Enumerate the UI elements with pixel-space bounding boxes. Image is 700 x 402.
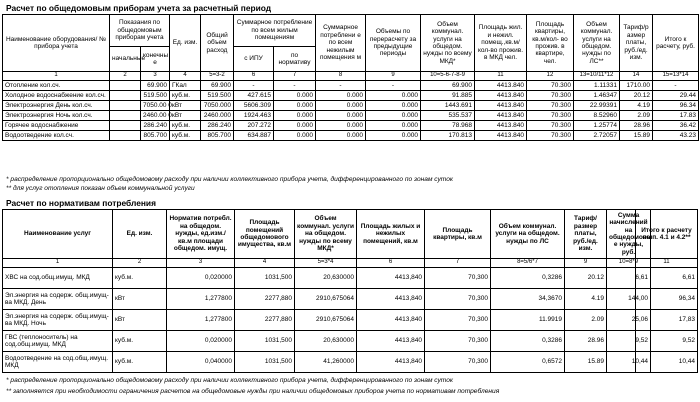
totals-table [635, 209, 698, 373]
cell-norm: 0.000 [274, 131, 316, 141]
cell-unit: кВт [113, 310, 167, 331]
cell-total: 43.23 [653, 131, 699, 141]
cell-tariff: 4.19 [565, 289, 607, 310]
cell-unit: кВт [170, 111, 201, 121]
section2-note-1: * распределение пропорционально общедомовому расходу при наличии коллективного прибора учета, дифференцированного по зонам суток [6, 377, 454, 384]
cell-unit: куб.м. [170, 121, 201, 131]
cell-apt: 70,300 [425, 268, 491, 289]
cell-ls: 34,3670 [491, 289, 565, 310]
cell-common: 519.500 [201, 91, 234, 101]
cell-area: 4413,840 [357, 331, 425, 352]
cell-per-apt: 1.46347 [574, 91, 620, 101]
col-number: 5=3*4 [295, 259, 357, 268]
odpu-table [2, 14, 699, 141]
cell-initial [110, 131, 141, 141]
row-name: Отопление кол.сч. [3, 81, 110, 91]
section1-note-1: * распределение пропорционально общедомовому расходу при наличии коллективного прибора учета, дифференцированного по зонам суток [6, 176, 454, 183]
col-vol-per-apt-header: Объем коммунал. услуги на общедом. нужды по ЛС** [574, 15, 620, 72]
cell-area: 4413,840 [357, 289, 425, 310]
table-row [3, 111, 699, 121]
cell-area: 4413.840 [475, 81, 527, 91]
cell-unit: ГКал [170, 81, 201, 91]
table-row [3, 352, 651, 373]
cell-area: 4413.840 [475, 91, 527, 101]
cell-nonres: 0.000 [316, 121, 366, 131]
cell-norm: 0,020000 [167, 331, 235, 352]
cell-initial [110, 101, 141, 111]
cell-nonres: 0.000 [316, 111, 366, 121]
cell-initial [110, 91, 141, 101]
col-number: 11 [636, 259, 698, 268]
cell-recalc: 0.000 [366, 111, 421, 121]
col-number: 9 [366, 72, 421, 81]
row-name: Электроэнергия День кол.сч. [3, 101, 110, 111]
cell-common-area: 2277,880 [235, 310, 295, 331]
cell-common: 2460.000 [201, 111, 234, 121]
col-common-header: Общий объем расход [201, 15, 234, 72]
cell-area: 4413,840 [357, 268, 425, 289]
col2-comm-volume-header: Объем коммунал. услуги на общедом. нужды по всему МКД* [295, 210, 357, 259]
cell-unit: кВт [170, 101, 201, 111]
row-name: Электроэнергия Ночь кол.сч. [3, 111, 110, 121]
cell-comm: 20,630000 [295, 268, 357, 289]
cell-tariff: 20.12 [565, 268, 607, 289]
cell-nonres: - [316, 81, 366, 91]
cell-unit: куб.м. [170, 91, 201, 101]
table-row [3, 310, 651, 331]
col-number: 9 [565, 259, 607, 268]
cell-ipu: 634.887 [234, 131, 274, 141]
cell-recalc: - [366, 81, 421, 91]
cell-ipu: 5606.309 [234, 101, 274, 111]
cell-ipu: 207.272 [234, 121, 274, 131]
cell-common-area: 2277,880 [235, 289, 295, 310]
cell-norm: 0.000 [274, 91, 316, 101]
cell-per-apt: 8.52960 [574, 111, 620, 121]
section1-title: Расчет по общедомовым приборам учета за расчетный период [6, 3, 272, 13]
cell-apt: 70,300 [425, 289, 491, 310]
col2-area-res-header: Площадь жилых и нежилых помещений, кв.м [357, 210, 425, 259]
col-number: 3 [167, 259, 235, 268]
cell-recalc: 0.000 [366, 131, 421, 141]
cell-recalc: 0.000 [366, 101, 421, 111]
cell-norm: - [274, 81, 316, 91]
cell-common-area: 1031,500 [235, 268, 295, 289]
cell-norm: 1,277800 [167, 289, 235, 310]
col-number: 2 [110, 72, 141, 81]
cell-sum: 6,61 [607, 268, 651, 289]
cell-norm: 0.000 [274, 101, 316, 111]
col-number: 6 [234, 72, 274, 81]
cell-area: 4413.840 [475, 121, 527, 131]
table-row [3, 101, 699, 111]
col-name-header: Наименование оборудования/ № прибора учета [3, 15, 110, 72]
cell-norm: 0,020000 [167, 268, 235, 289]
norm-table [2, 209, 651, 373]
row-name: Горячее водоснабжение [3, 121, 110, 131]
col-number: 10=8*9 [607, 259, 651, 268]
cell-comm: 535.537 [421, 111, 475, 121]
row-name: Эл.энергия на содерж. общ.имущ-ва МКД. Ночь [3, 310, 113, 331]
cell-tariff: 15.89 [565, 352, 607, 373]
cell-total: - [653, 81, 699, 91]
cell-nonres: 0.000 [316, 101, 366, 111]
cell-area: 4413,840 [357, 310, 425, 331]
cell-total: 29.44 [653, 91, 699, 101]
cell-tariff: 28.96 [565, 331, 607, 352]
col-number: 14 [620, 72, 653, 81]
cell-area: 4413,840 [357, 352, 425, 373]
cell-apt: 70.300 [527, 121, 574, 131]
table-row [3, 121, 699, 131]
cell-apt: 70,300 [425, 310, 491, 331]
section1-note-2: ** для услуг отопления показан объем коммунальной услуги [6, 185, 195, 192]
cell-ls: 0,3286 [491, 268, 565, 289]
cell-total: 96,34 [636, 289, 698, 310]
col-number: 3 [141, 72, 170, 81]
cell-total: 17,83 [636, 310, 698, 331]
cell-norm: 1,277800 [167, 310, 235, 331]
cell-area: 4413.840 [475, 101, 527, 111]
cell-area: 4413.840 [475, 111, 527, 121]
col2-tariff-header: Тариф/ размер платы, руб./ед. изм. [565, 210, 607, 259]
row-name: Водоотведение кол.сч. [3, 131, 110, 141]
col-readings-header: Показания по общедомовым приборам учета [110, 15, 170, 47]
row-name: ХВС на сод.общ.имущ. МКД [3, 268, 113, 289]
row-name: ГВС (теплоноситель) на сод.общ.имущ. МКД [3, 331, 113, 352]
col-readings-initial-header: начальные [110, 47, 141, 72]
cell-comm: 78.968 [421, 121, 475, 131]
table-row [3, 131, 699, 141]
col2-sum-header: Сумма начислений на общедомовы е нужды, руб. [607, 210, 651, 259]
cell-ipu: 427.615 [234, 91, 274, 101]
col-by-ipu-header: с ИПУ [234, 47, 274, 72]
cell-comm: 1443.691 [421, 101, 475, 111]
cell-total: 96.34 [653, 101, 699, 111]
cell-comm: 20,630000 [295, 331, 357, 352]
col-total-header: Итого к расчету, руб. [653, 15, 699, 72]
cell-apt: 70,300 [425, 352, 491, 373]
col-number: 4 [170, 72, 201, 81]
cell-recalc: 0.000 [366, 91, 421, 101]
col-number: 10=5-6-7-8-9 [421, 72, 475, 81]
row-name: Холодное водоснабжение кол.сч. [3, 91, 110, 101]
cell-sum: 10,44 [607, 352, 651, 373]
col-number: 1 [3, 72, 110, 81]
table-row [3, 268, 651, 289]
cell-area: 4413.840 [475, 131, 527, 141]
col-tariff-header: Тариф/р азмер платы, руб./ед. изм. [620, 15, 653, 72]
cell-total: 9,52 [636, 331, 698, 352]
col-number: 8=5/6*7 [491, 259, 565, 268]
cell-ls: 0,6572 [491, 352, 565, 373]
cell-apt: 70.300 [527, 131, 574, 141]
cell-apt: 70.300 [527, 81, 574, 91]
col-readings-final-header: конечны е [141, 47, 170, 72]
col-number: 7 [274, 72, 316, 81]
cell-unit: куб.м. [113, 352, 167, 373]
col-number: 11 [475, 72, 527, 81]
cell-tariff: 4.19 [620, 101, 653, 111]
col-unit-header: Ед. изм. [170, 15, 201, 72]
col-number: 6 [357, 259, 425, 268]
cell-apt: 70.300 [527, 101, 574, 111]
cell-nonres: 0.000 [316, 91, 366, 101]
col-number: 1 [3, 259, 113, 268]
cell-tariff: 28.96 [620, 121, 653, 131]
cell-tariff: 2.09 [565, 310, 607, 331]
col2-unit-header: Ед. изм. [113, 210, 167, 259]
cell-unit: куб.м. [170, 131, 201, 141]
col2-norm-header: Норматив потребл. на общедом. нужды, ед.изм./кв.м площади общедом. имущ. [167, 210, 235, 259]
cell-tariff: 15.89 [620, 131, 653, 141]
col-number: 4 [235, 259, 295, 268]
cell-final: 69.900 [141, 81, 170, 91]
col-number: 7 [425, 259, 491, 268]
cell-unit: кВт [113, 289, 167, 310]
cell-common: 286.240 [201, 121, 234, 131]
cell-comm: 2910,675064 [295, 289, 357, 310]
cell-ipu: - [234, 81, 274, 91]
cell-comm: 2910,675064 [295, 310, 357, 331]
cell-per-apt: 1.11331 [574, 81, 620, 91]
cell-common: 69.900 [201, 81, 234, 91]
cell-apt: 70.300 [527, 91, 574, 101]
cell-norm: 0,040000 [167, 352, 235, 373]
cell-sum: 144,00 [607, 289, 651, 310]
cell-apt: 70,300 [425, 331, 491, 352]
cell-apt: 70.300 [527, 111, 574, 121]
cell-final: 2460.00 0 [141, 111, 170, 121]
row-name: Водоотведение на сод.общ.имущ. МКД [3, 352, 113, 373]
cell-final: 7050.00 0 [141, 101, 170, 111]
col2-vol-ls-header: Объем коммунал. услуги на общедом. нужды по ЛС [491, 210, 565, 259]
col-area-res-header: Площадь жил. и нежил. помещ.,кв.м/ кол-во прожив. в МКД чел. [475, 15, 527, 72]
col2-area-apt-header: Площадь квартиры, кв.м [425, 210, 491, 259]
col-number: 2 [113, 259, 167, 268]
table-row [3, 331, 651, 352]
cell-final: 286.240 [141, 121, 170, 131]
cell-initial [110, 111, 141, 121]
col-by-norm-header: по нормативу [274, 47, 316, 72]
column-number-row [3, 72, 699, 81]
cell-total: 10,44 [636, 352, 698, 373]
cell-final: 805.700 [141, 131, 170, 141]
section2-title: Расчет по нормативам потребления [6, 198, 156, 208]
col-number: 12 [527, 72, 574, 81]
cell-comm: 91.885 [421, 91, 475, 101]
cell-norm: 0.000 [274, 121, 316, 131]
cell-total: 6,61 [636, 268, 698, 289]
cell-comm: 170.813 [421, 131, 475, 141]
cell-per-apt: 1.25774 [574, 121, 620, 131]
cell-common: 805.700 [201, 131, 234, 141]
totals-header: Итого к расчету по п. 4.1 и 4.2** [636, 210, 698, 259]
col2-common-area-header: Площадь помещений общедомового имущества, кв.м [235, 210, 295, 259]
cell-unit: куб.м. [113, 268, 167, 289]
col-residential-header: Суммарное потребление по всем жилым помещениям [234, 15, 316, 47]
cell-final: 519.500 [141, 91, 170, 101]
row-name: Эл.энергия на содерж. общ.имущ-ва МКД. День [3, 289, 113, 310]
cell-initial [110, 121, 141, 131]
section2-note-2: ** заполняется при необходимости ограничения расчетов на общедомовые нужды при наличии общедомовых приборов учета по нормативам потребления [6, 388, 500, 395]
cell-norm: 0.000 [274, 111, 316, 121]
cell-ipu: 1924.463 [234, 111, 274, 121]
col-nonresidential-header: Суммарное потреблени е по всем нежилым помещения м [316, 15, 366, 72]
table-row [3, 289, 651, 310]
col-recalc-header: Объемы по перерасчету за предыдущие периоды [366, 15, 421, 72]
cell-common-area: 1031,500 [235, 352, 295, 373]
column-number-row [3, 259, 651, 268]
col-number: 5=3-2 [201, 72, 234, 81]
cell-common-area: 1031,500 [235, 331, 295, 352]
col-number: 15=13*14 [653, 72, 699, 81]
cell-per-apt: 2.72057 [574, 131, 620, 141]
col-comm-volume-header: Объем коммунал. услуги на общедом. нужды по всему МКД* [421, 15, 475, 72]
table-row [3, 81, 699, 91]
cell-per-apt: 22.99391 [574, 101, 620, 111]
cell-recalc: 0.000 [366, 121, 421, 131]
cell-tariff: 1710.00 [620, 81, 653, 91]
col-number: 13=10/11*12 [574, 72, 620, 81]
cell-ls: 11.9919 [491, 310, 565, 331]
col-number: 8 [316, 72, 366, 81]
cell-comm: 69.900 [421, 81, 475, 91]
table-row [3, 91, 699, 101]
cell-initial [110, 81, 141, 91]
cell-total: 17.83 [653, 111, 699, 121]
cell-ls: 0,3286 [491, 331, 565, 352]
cell-nonres: 0.000 [316, 131, 366, 141]
cell-tariff: 2.09 [620, 111, 653, 121]
col-area-apt-header: Площадь квартиры, кв.м/кол- во прожив. в квартире, чел. [527, 15, 574, 72]
cell-sum: 25,06 [607, 310, 651, 331]
cell-unit: куб.м. [113, 331, 167, 352]
cell-comm: 41,260000 [295, 352, 357, 373]
col2-name-header: Наименование услуг [3, 210, 113, 259]
cell-total: 36.42 [653, 121, 699, 131]
cell-tariff: 20.12 [620, 91, 653, 101]
cell-common: 7050.000 [201, 101, 234, 111]
cell-sum: 9,52 [607, 331, 651, 352]
